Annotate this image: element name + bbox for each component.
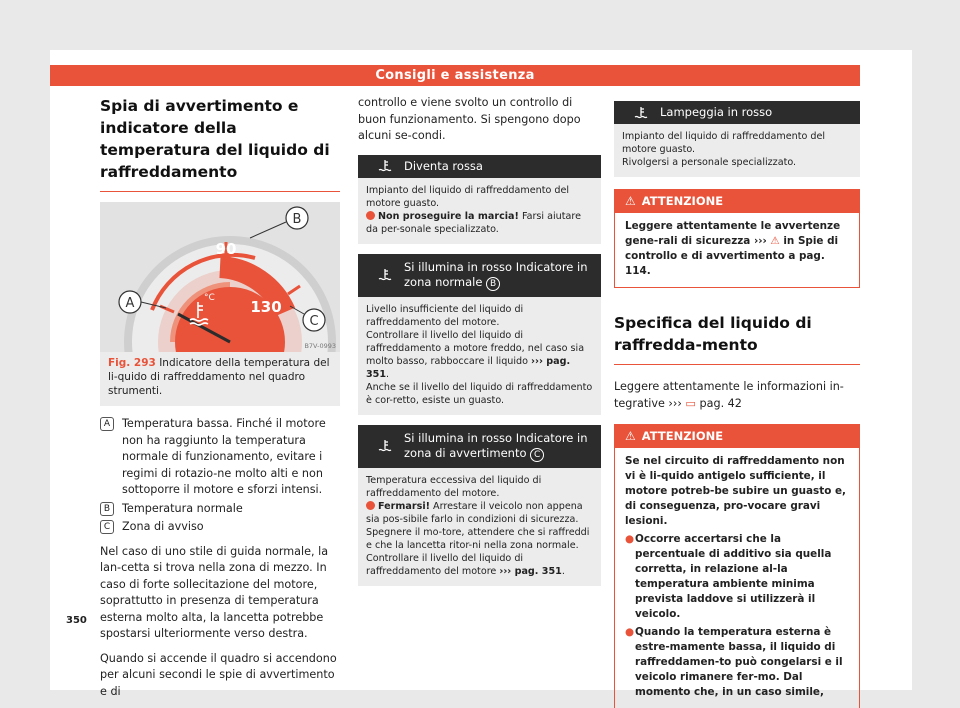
coolant-warning-icon [366, 159, 404, 173]
read-info-text: Leggere attentamente le informazioni in-tegrative [614, 380, 844, 410]
status-box-flashing [614, 101, 860, 177]
gauge-label-90: 90 [215, 240, 237, 258]
warning-header [615, 425, 859, 448]
status-line: Rivolgersi a personale specializzato. [622, 157, 797, 168]
status-box-title-text: Si illumina in rosso Indicatore in zona di avvertimento [404, 430, 588, 460]
callout-b: B [292, 212, 302, 227]
coolant-warning-icon [366, 268, 404, 282]
status-box-body [358, 178, 601, 244]
warning-title: ATTENZIONE [641, 194, 724, 208]
legend-letter: A [100, 417, 114, 431]
warning-bullet [625, 625, 849, 700]
warning-box-general [614, 189, 860, 288]
status-box-header [358, 425, 601, 468]
page-reference-link[interactable]: ››› pag. 351 [366, 355, 571, 380]
page-reference-link[interactable]: ››› pag. 351 [499, 565, 562, 577]
warning-title: ATTENZIONE [641, 429, 724, 443]
status-box-title [404, 431, 593, 462]
status-emphasis: Fermarsi! [378, 500, 430, 512]
status-box-header [358, 254, 601, 297]
warning-header [615, 190, 859, 213]
callout-a: A [125, 296, 135, 311]
status-line: Anche se il livello del liquido di raffreddamento è cor-retto, esiste un guasto. [366, 381, 593, 406]
legend-item [100, 519, 340, 536]
warning-triangle-icon: ⚠ [625, 429, 636, 443]
warning-body [615, 448, 859, 708]
status-line: Livello insufficiente del liquido di raffreddamento del motore. [366, 303, 524, 328]
status-box-red [358, 155, 601, 244]
coolant-warning-icon [622, 106, 660, 120]
warning-bullet [625, 532, 849, 622]
legend-text: Temperatura normale [122, 501, 243, 515]
status-box-title: Diventa rossa [404, 158, 483, 173]
read-info-page: pag. 42 [695, 396, 742, 410]
status-box-header [358, 155, 601, 178]
gauge-unit: °C [204, 293, 215, 303]
reference-arrows[interactable]: ››› [668, 396, 682, 410]
legend-text: Temperatura bassa. Finché il motore non ha raggiunto la temperatura normale di funzionamento, evitare i regimi di rotazio-ne molto alti e non sottoporre il motore e sforzi intensi. [122, 417, 326, 496]
figure-gauge [100, 202, 340, 406]
status-line: Impianto del liquido di raffreddamento del motore guasto. [622, 131, 826, 155]
bullet-icon: ● [625, 626, 635, 638]
section-title-coolant-spec: Specifica del liquido di raffredda-mento [614, 312, 860, 365]
zone-letter: B [486, 277, 500, 291]
status-line: Farsi aiutare da per-sonale specializzato. [366, 210, 582, 235]
zone-letter: C [530, 448, 544, 462]
legend-letter: B [100, 502, 114, 516]
reference-arrows[interactable]: ››› [753, 235, 767, 247]
figure-caption-ref: Fig. 293 [108, 357, 156, 369]
temperature-gauge-illustration [100, 202, 340, 352]
book-icon: ▭ [685, 396, 696, 410]
status-box-title [404, 260, 593, 291]
bullet-icon: ● [625, 533, 635, 545]
paragraph-read-info [614, 379, 860, 412]
warning-triangle-icon: ⚠ [770, 235, 780, 247]
figure-code: B7V-0993 [304, 342, 336, 350]
status-box-body [614, 124, 860, 177]
status-line: Temperatura eccessiva del liquido di raffreddamento del motore. [366, 474, 542, 499]
chapter-title: Consigli e assistenza [375, 68, 535, 83]
paragraph-normal-driving: Nel caso di uno stile di guida normale, la lan-cetta si trova nella zona di mezzo. In caso di forte sollecitazione del motore, soprattutto in presenza di temperatura esterna molto alta, la lancetta potrebbe spostarsi ulteriormente verso destra. [100, 544, 329, 640]
gauge-label-130: 130 [250, 298, 282, 316]
figure-caption-text: Indicatore della temperatura del li-quido di raffreddamento nel quadro strumenti. [108, 357, 330, 397]
figure-caption [100, 352, 340, 406]
status-line: Arrestare il veicolo non appena sia pos-sibile farlo in condizioni di sicurezza. Spegnere il mo-tore, attendere che si raffreddi e che la lancetta ritor-ni nella zona normale. Controllare il livello del liquido di raffreddamento del motore [366, 500, 590, 577]
paragraph-ignition: Quando si accende il quadro si accendono per alcuni secondi le spie di avvertimento e di [100, 651, 337, 698]
column-left [100, 95, 340, 700]
paragraph-intro: controllo e viene svolto un controllo di buon funzionamento. Si spengono dopo alcuni se-condi. [358, 96, 581, 142]
warning-box-antifreeze [614, 424, 860, 708]
page-number: 350 [66, 615, 87, 626]
column-right [614, 95, 860, 708]
section-title-warning-lamp: Spia di avvertimento e indicatore della temperatura del liquido di raffreddamento [100, 95, 340, 192]
warning-bullet-text: Quando la temperatura esterna è estre-mamente bassa, il liquido di raffreddamen-to può congelarsi e il veicolo rimanere fer-mo. Dal momento che, in un caso simile, [635, 626, 843, 698]
status-emphasis: Non proseguire la marcia! [378, 210, 519, 222]
warning-bullet-text: Occorre accertarsi che la percentuale di additivo sia quella corretta, in relazione al-la temperatura ambiente minima prevista laddove si utilizzerà il veicolo. [635, 533, 832, 620]
warning-text: Leggere attentamente le avvertenze gene-rali di sicurezza [625, 220, 841, 247]
warning-text: Se nel circuito di raffreddamento non vi è li-quido antigelo sufficiente, il motore potreb-be subire un guasto e, di conseguenza, pro-vocare gravi lesioni. [625, 455, 846, 527]
status-box-normal-zone [358, 254, 601, 415]
status-box-body [358, 297, 601, 415]
status-box-title: Lampeggia in rosso [660, 105, 773, 119]
legend-item [100, 416, 340, 499]
legend-item [100, 501, 340, 518]
legend-text: Zona di avviso [122, 520, 204, 533]
status-box-body [358, 468, 601, 586]
status-line: Controllare il livello del liquido di raffreddamento a motore freddo, nel caso sia molto basso, rabboccare il liquido [366, 329, 585, 367]
warning-triangle-icon: ⚠ [625, 194, 636, 208]
status-box-title-text: Si illumina in rosso Indicatore in zona normale [404, 259, 588, 289]
column-middle [358, 95, 601, 586]
stop-icon [366, 211, 375, 220]
status-box-warning-zone [358, 425, 601, 586]
status-line: Impianto del liquido di raffreddamento del motore guasto. [366, 184, 570, 209]
chapter-header [50, 65, 860, 86]
legend-list [100, 416, 340, 536]
warning-body [615, 213, 859, 287]
warning-text: in Spie di controllo e di avvertimento a pag. 114. [625, 235, 839, 277]
callout-c: C [309, 314, 319, 329]
coolant-warning-icon [366, 439, 404, 453]
status-line: . [386, 368, 390, 380]
status-box-header [614, 101, 860, 124]
status-line: . [561, 565, 565, 577]
stop-icon [366, 501, 375, 510]
legend-letter: C [100, 520, 114, 534]
